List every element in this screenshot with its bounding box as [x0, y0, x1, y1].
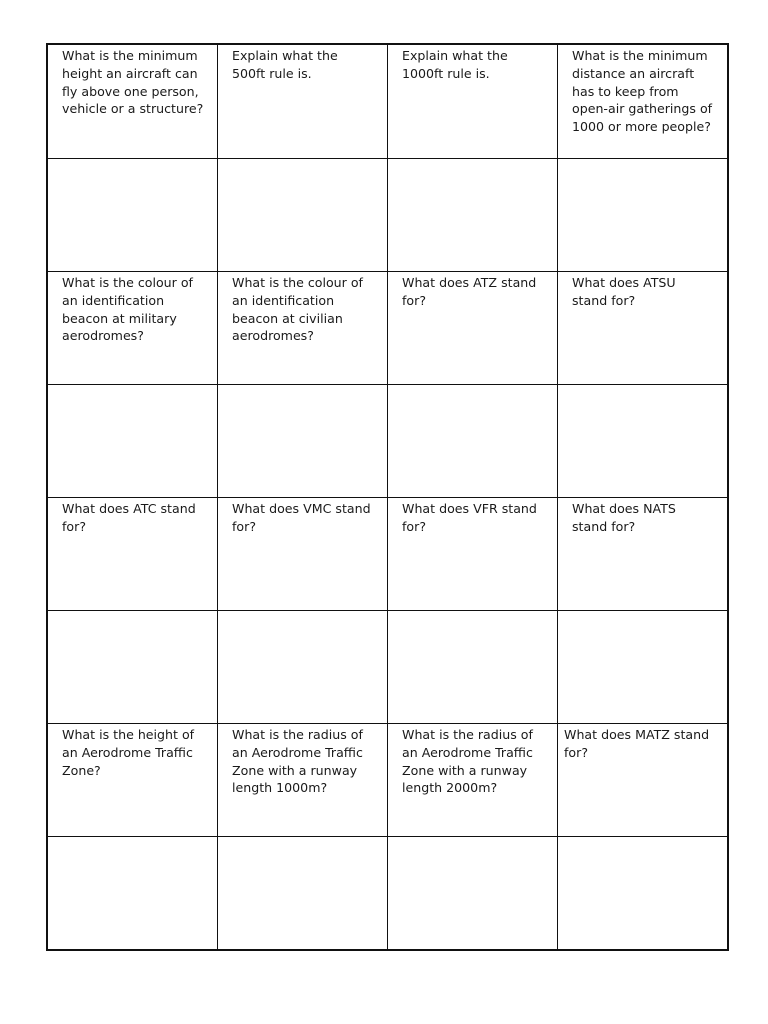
question-cell: What does ATSU stand for?: [558, 272, 727, 385]
answer-cell: [558, 385, 727, 498]
answer-cell: [388, 837, 558, 949]
question-card-table: [46, 43, 729, 951]
answer-cell: [218, 837, 388, 949]
answer-cell: [48, 611, 218, 724]
question-cell: What does NATS stand for?: [558, 498, 727, 611]
question-cell: What is the radius of an Aerodrome Traffic Zone with a runway length 1000m?: [218, 724, 388, 837]
question-cell: Explain what the 500ft rule is.: [218, 45, 388, 159]
answer-cell: [558, 837, 727, 949]
question-cell: What does MATZ stand for?: [558, 724, 727, 837]
answer-cell: [388, 385, 558, 498]
question-cell: What is the colour of an identification beacon at civilian aerodromes?: [218, 272, 388, 385]
question-cell: What does VMC stand for?: [218, 498, 388, 611]
question-cell: What is the radius of an Aerodrome Traffic Zone with a runway length 2000m?: [388, 724, 558, 837]
question-cell: What is the colour of an identification beacon at military aerodromes?: [48, 272, 218, 385]
answer-cell: [558, 159, 727, 272]
answer-cell: [48, 159, 218, 272]
answer-cell: [388, 611, 558, 724]
answer-cell: [218, 159, 388, 272]
question-cell: What is the height of an Aerodrome Traffic Zone?: [48, 724, 218, 837]
question-cell: What does VFR stand for?: [388, 498, 558, 611]
question-cell: What does ATZ stand for?: [388, 272, 558, 385]
answer-cell: [218, 611, 388, 724]
question-cell: What is the minimum height an aircraft can fly above one person, vehicle or a structure?: [48, 45, 218, 159]
answer-cell: [48, 837, 218, 949]
question-cell: What is the minimum distance an aircraft has to keep from open-air gatherings of 1000 or more people?: [558, 45, 727, 159]
answer-cell: [558, 611, 727, 724]
answer-cell: [388, 159, 558, 272]
question-cell: What does ATC stand for?: [48, 498, 218, 611]
answer-cell: [48, 385, 218, 498]
answer-cell: [218, 385, 388, 498]
question-cell: Explain what the 1000ft rule is.: [388, 45, 558, 159]
